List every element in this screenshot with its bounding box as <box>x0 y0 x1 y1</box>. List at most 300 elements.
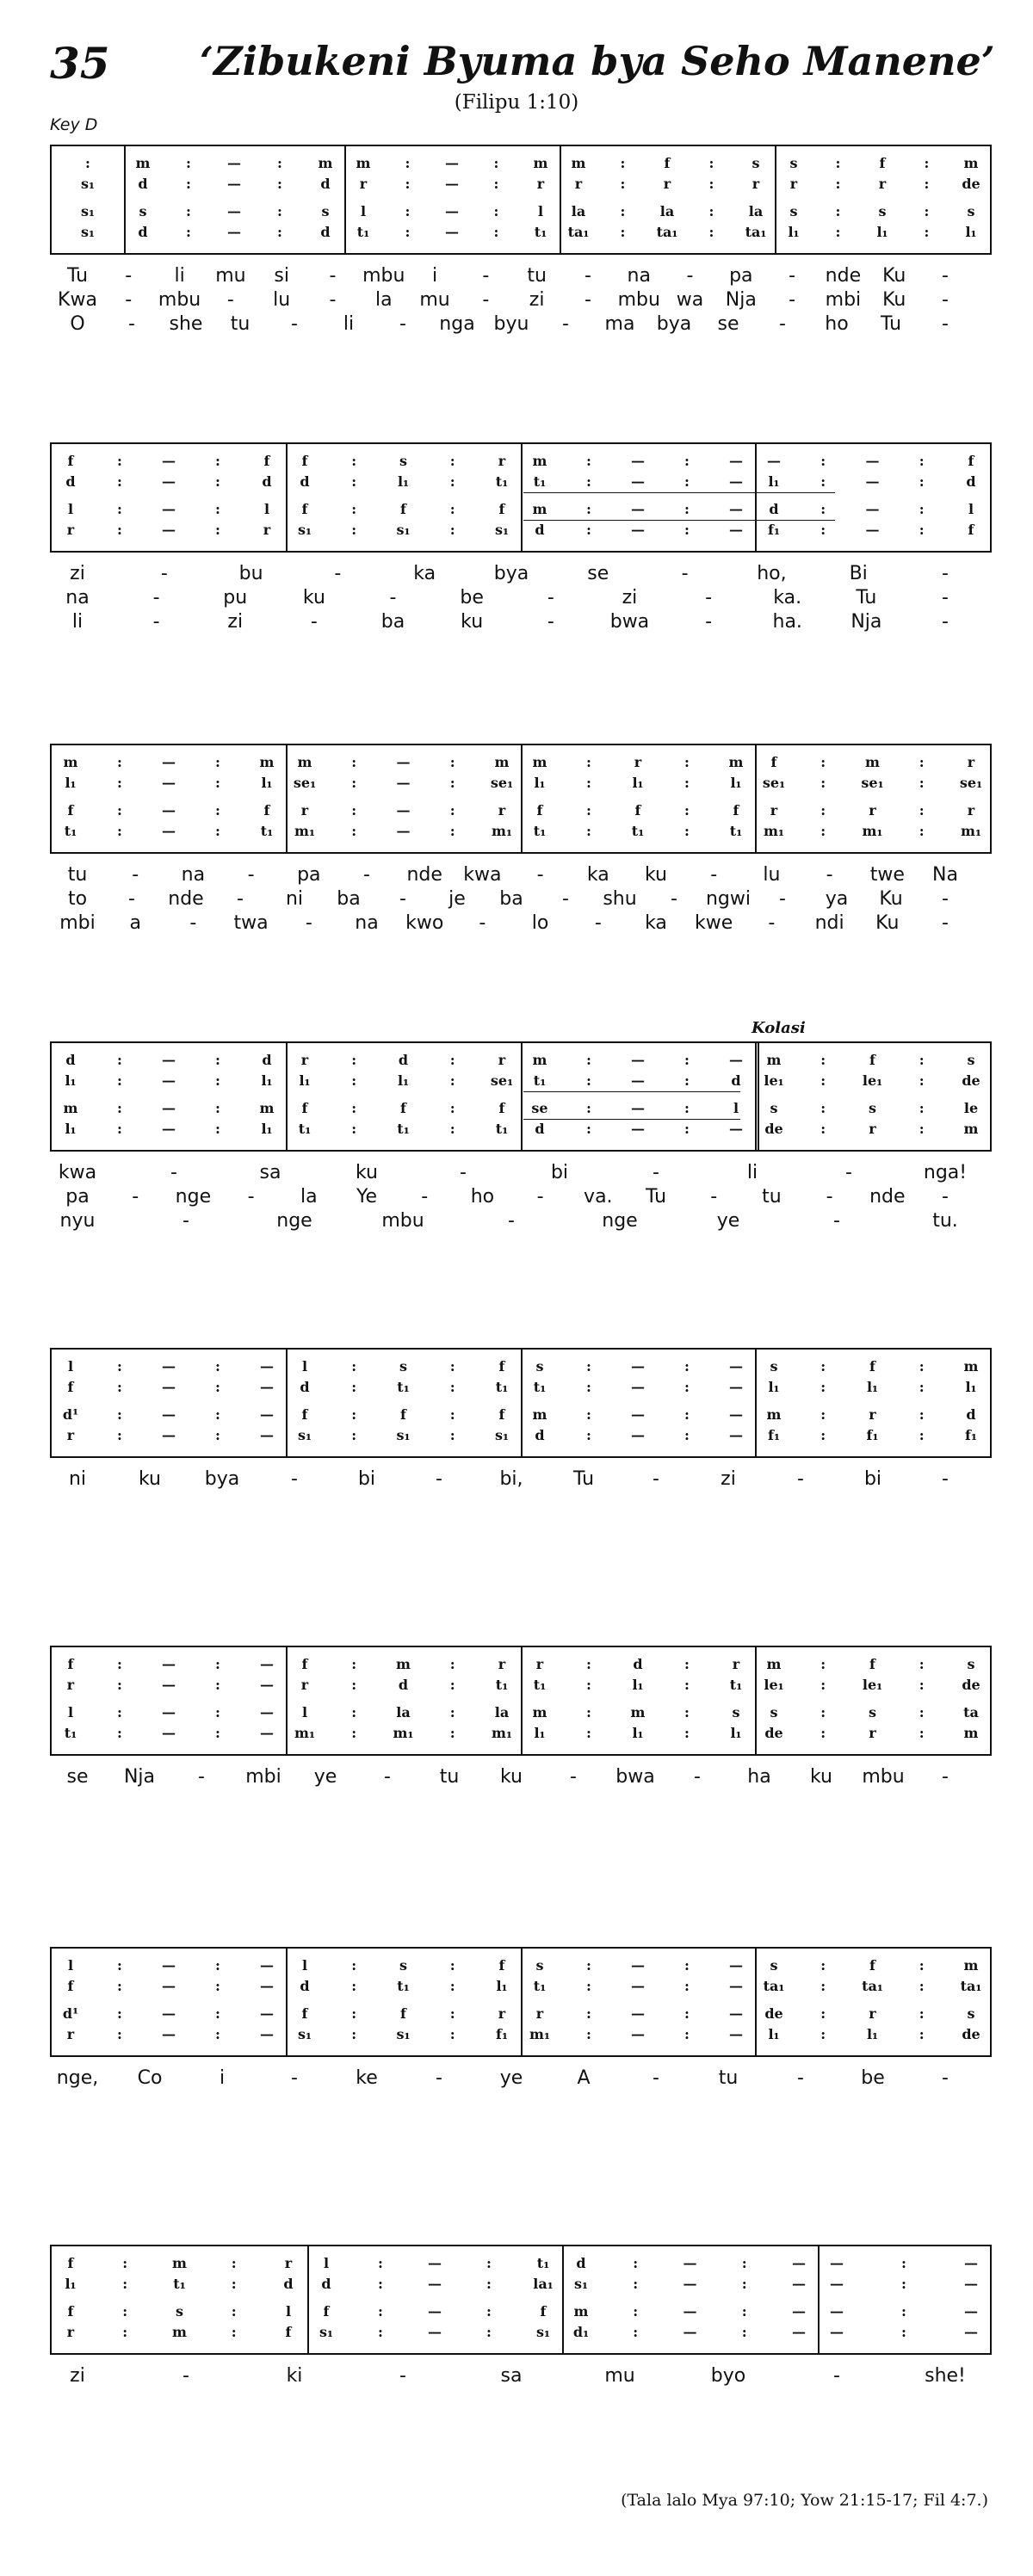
lyric-syllable: bi <box>357 1468 376 1490</box>
beat-separator: : <box>820 1406 826 1423</box>
sol-fa-note: t₁ <box>64 1725 77 1741</box>
sol-fa-note: m <box>532 754 547 770</box>
staff-box <box>50 1947 992 2057</box>
beat-separator: : <box>186 203 191 219</box>
sol-fa-note: m <box>172 2324 187 2340</box>
sol-fa-note: m <box>297 754 312 770</box>
hold-dash: — <box>631 1121 645 1137</box>
hold-dash: — <box>445 155 459 171</box>
syllable-hyphen: - <box>482 265 490 287</box>
beat-separator: : <box>919 1978 925 1994</box>
lyric-syllable: mbi <box>59 912 96 934</box>
voice-row <box>52 2303 990 2322</box>
sol-fa-note: d <box>535 1121 545 1137</box>
beat-separator: : <box>117 473 122 490</box>
beat-separator: : <box>117 1677 122 1693</box>
hold-dash: — <box>162 2026 176 2042</box>
sol-fa-note: d <box>65 473 76 490</box>
syllable-hyphen: - <box>125 289 133 311</box>
sol-fa-note: d <box>138 176 148 192</box>
beat-separator: : <box>493 224 499 240</box>
lyric-syllable: bya <box>493 563 529 584</box>
syllable-hyphen: - <box>845 1162 852 1183</box>
lyric-syllable: bi <box>550 1162 569 1183</box>
sol-fa-note: m <box>259 754 275 770</box>
beat-separator: : <box>820 473 826 490</box>
lyric-syllable: ho <box>825 313 849 335</box>
sol-fa-note: le₁ <box>862 1072 883 1089</box>
lyric-syllable: pa <box>297 864 321 886</box>
beat-separator: : <box>405 203 411 219</box>
beat-separator: : <box>117 1957 122 1974</box>
sol-fa-note: t₁ <box>534 224 547 240</box>
beat-separator: : <box>586 453 591 469</box>
sol-fa-note: t₁ <box>533 823 547 839</box>
syllable-hyphen: - <box>389 587 397 608</box>
beat-separator: : <box>684 775 690 791</box>
sol-fa-note: s <box>175 2303 184 2320</box>
syllable-hyphen: - <box>247 1186 255 1208</box>
lyric-syllable: nge, <box>56 2067 99 2089</box>
hold-dash: — <box>631 473 645 490</box>
sol-fa-note: ta₁ <box>656 224 678 240</box>
syllable-hyphen: - <box>310 611 318 633</box>
lyric-syllable: ka <box>413 563 436 584</box>
voice-row <box>52 1379 990 1398</box>
lyric-syllable: ye <box>716 1210 740 1232</box>
lyric-syllable: bi <box>863 1468 882 1490</box>
beat-separator: : <box>449 1121 455 1137</box>
tie-line <box>523 492 835 493</box>
sol-fa-note: f <box>869 1957 875 1974</box>
sol-fa-note: s₁ <box>297 2026 312 2042</box>
sol-fa-note: d <box>138 224 148 240</box>
voice-row <box>52 775 990 794</box>
voice-row <box>52 823 990 842</box>
syllable-hyphen: - <box>482 289 490 311</box>
beat-separator: : <box>820 522 826 538</box>
hold-dash: — <box>964 2276 978 2292</box>
hold-dash: — <box>396 775 411 791</box>
syllable-hyphen: - <box>942 1468 949 1490</box>
key-signature: Key D <box>50 115 98 134</box>
beat-separator: : <box>449 453 455 469</box>
beat-separator: : <box>449 754 455 770</box>
hold-dash: — <box>162 1427 176 1443</box>
voice-row <box>52 203 990 222</box>
sol-fa-note: m <box>532 453 547 469</box>
sol-fa-note: r <box>789 176 798 192</box>
syllable-hyphen: - <box>584 265 591 287</box>
voice-row <box>52 1978 990 1997</box>
beat-separator: : <box>901 2303 906 2320</box>
lyric-syllable: kwa <box>58 1162 97 1183</box>
lyric-syllable: ku <box>302 587 325 608</box>
syllable-hyphen: - <box>132 1186 139 1208</box>
hold-dash: — <box>260 1379 274 1395</box>
lyric-syllable: Nja <box>123 1766 156 1788</box>
beat-separator: : <box>741 2255 747 2271</box>
sol-fa-note: t₁ <box>495 1121 509 1137</box>
beat-separator: : <box>215 522 220 538</box>
beat-separator: : <box>277 155 282 171</box>
beat-separator: : <box>633 2255 639 2271</box>
beat-separator: : <box>620 155 626 171</box>
sol-fa-note: se₁ <box>959 775 983 791</box>
sol-fa-note: f <box>323 2303 330 2320</box>
sol-fa-note: s <box>139 203 147 219</box>
syllable-hyphen: - <box>705 611 713 633</box>
syllable-hyphen: - <box>363 864 370 886</box>
sol-fa-note: l₁ <box>261 775 273 791</box>
beat-separator: : <box>684 1379 690 1395</box>
sol-fa-note: f <box>301 2005 308 2022</box>
sol-fa-note: s₁ <box>396 2026 411 2042</box>
lyric-syllable: Ku <box>882 289 906 311</box>
lyric-syllable: mbi <box>245 1766 281 1788</box>
sol-fa-note: f <box>301 1406 308 1423</box>
tie-line <box>523 520 835 521</box>
sol-fa-note: t₁ <box>533 1379 547 1395</box>
hold-dash: — <box>729 1957 743 1974</box>
syllable-hyphen: - <box>170 1162 177 1183</box>
lyric-syllable: i <box>219 2067 226 2089</box>
voice-row <box>52 2276 990 2295</box>
lyric-line <box>50 611 990 635</box>
beat-separator: : <box>684 473 690 490</box>
sol-fa-note: ta₁ <box>745 224 767 240</box>
beat-separator: : <box>493 176 499 192</box>
sol-fa-note: m <box>865 754 880 770</box>
beat-separator: : <box>186 155 191 171</box>
beat-separator: : <box>215 1725 220 1741</box>
sol-fa-note: l₁ <box>788 224 800 240</box>
sol-fa-note: m <box>766 1052 782 1068</box>
sol-fa-note: s <box>868 1100 877 1116</box>
syllable-hyphen: - <box>305 912 312 934</box>
lyric-syllable: ku <box>499 1766 523 1788</box>
hold-dash: — <box>631 1379 645 1395</box>
sol-fa-note: t₁ <box>397 1379 410 1395</box>
beat-separator: : <box>351 522 357 538</box>
syllable-hyphen: - <box>182 2365 189 2387</box>
sol-fa-note: t₁ <box>397 1121 410 1137</box>
hold-dash: — <box>631 1100 645 1116</box>
hold-dash: — <box>162 1358 176 1374</box>
hold-dash: — <box>729 1978 743 1994</box>
syllable-hyphen: - <box>826 864 833 886</box>
beat-separator: : <box>215 1406 220 1423</box>
staff-box <box>50 2245 992 2355</box>
sol-fa-note: f <box>879 155 886 171</box>
sol-fa-note: d <box>535 1427 545 1443</box>
syllable-hyphen: - <box>942 1766 949 1788</box>
beat-separator: : <box>820 1379 826 1395</box>
lyric-line <box>50 888 990 912</box>
sol-fa-note: f <box>498 1406 505 1423</box>
hold-dash: — <box>227 224 241 240</box>
sol-fa-note: s₁ <box>494 1427 510 1443</box>
hold-dash: — <box>162 754 176 770</box>
beat-separator: : <box>684 501 690 517</box>
sol-fa-note: t₁ <box>533 473 547 490</box>
syllable-hyphen: - <box>570 1766 577 1788</box>
beat-separator: : <box>586 1406 591 1423</box>
beat-separator: : <box>122 2255 128 2271</box>
hold-dash: — <box>227 176 241 192</box>
beat-separator: : <box>586 1121 591 1137</box>
beat-separator: : <box>449 1406 455 1423</box>
hold-dash: — <box>830 2255 844 2271</box>
hold-dash: — <box>767 453 781 469</box>
sol-fa-note: r <box>359 176 368 192</box>
beat-separator: : <box>684 802 690 819</box>
hold-dash: — <box>729 1406 743 1423</box>
beat-separator: : <box>215 501 220 517</box>
hold-dash: — <box>162 1704 176 1720</box>
beat-separator: : <box>684 1072 690 1089</box>
beat-separator: : <box>186 224 191 240</box>
sol-fa-note: l₁ <box>965 224 977 240</box>
syllable-hyphen: - <box>942 289 949 311</box>
beat-separator: : <box>919 522 925 538</box>
sol-fa-note: d <box>398 1052 409 1068</box>
sol-fa-note: r <box>869 1725 876 1741</box>
lyric-syllable: ndi <box>814 912 844 934</box>
sol-fa-note: m <box>533 155 548 171</box>
beat-separator: : <box>351 1656 357 1672</box>
lyric-line <box>50 587 990 611</box>
song-header <box>0 0 1033 134</box>
beat-separator: : <box>449 2005 455 2022</box>
sol-fa-note: f <box>498 1957 505 1974</box>
syllable-hyphen: - <box>460 1162 467 1183</box>
beat-separator: : <box>351 453 357 469</box>
beat-separator: : <box>684 1100 690 1116</box>
hold-dash: — <box>260 2005 274 2022</box>
sol-fa-note: l₁ <box>261 1072 273 1089</box>
beat-separator: : <box>493 203 499 219</box>
sol-fa-note: t₁ <box>729 823 743 839</box>
beat-separator: : <box>215 1656 220 1672</box>
syllable-hyphen: - <box>584 289 591 311</box>
sol-fa-note: d <box>398 1677 409 1693</box>
beat-separator: : <box>449 473 455 490</box>
beat-separator: : <box>215 2026 220 2042</box>
sol-fa-note: l₁ <box>534 1725 546 1741</box>
beat-separator: : <box>919 1052 925 1068</box>
sol-fa-note: se₁ <box>861 775 884 791</box>
beat-separator: : <box>586 823 591 839</box>
beat-separator: : <box>449 1704 455 1720</box>
hold-dash: — <box>445 176 459 192</box>
beat-separator: : <box>620 224 626 240</box>
lyric-syllable: pa <box>65 1186 90 1208</box>
beat-separator: : <box>449 501 455 517</box>
staff-box <box>50 145 992 255</box>
lyric-syllable: bwa <box>609 611 650 633</box>
syllable-hyphen: - <box>334 563 342 584</box>
hold-dash: — <box>792 2255 806 2271</box>
sol-fa-note: m <box>396 1656 411 1672</box>
sol-fa-note: d <box>576 2255 586 2271</box>
syllable-hyphen: - <box>152 611 160 633</box>
hold-dash: — <box>162 1656 176 1672</box>
syllable-hyphen: - <box>789 289 796 311</box>
syllable-hyphen: - <box>942 313 949 335</box>
lyric-syllable: si <box>274 265 289 287</box>
sol-fa-note: r <box>498 1052 506 1068</box>
beat-separator: : <box>684 2026 690 2042</box>
beat-separator: : <box>633 2324 639 2340</box>
lyric-syllable: se <box>66 1766 89 1788</box>
beat-separator: : <box>586 1052 591 1068</box>
syllable-hyphen: - <box>132 864 139 886</box>
hold-dash: — <box>428 2303 442 2320</box>
beat-separator: : <box>117 1358 122 1374</box>
hold-dash: — <box>729 1052 743 1068</box>
sol-fa-note: f <box>400 1100 406 1116</box>
beat-separator: : <box>351 1704 357 1720</box>
sol-fa-note: s <box>399 453 408 469</box>
sol-fa-note: s₁ <box>535 2324 551 2340</box>
lyric-syllable: a <box>129 912 141 934</box>
hold-dash: — <box>260 1427 274 1443</box>
lyric-syllable: ni <box>285 888 304 910</box>
lyric-syllable: ku <box>461 611 484 633</box>
syllable-hyphen: - <box>833 2365 840 2387</box>
lyric-syllable: ha. <box>772 611 802 633</box>
sol-fa-note: de <box>962 1072 980 1089</box>
beat-separator: : <box>684 754 690 770</box>
lyric-syllable: zi <box>70 2365 85 2387</box>
beat-separator: : <box>586 1656 591 1672</box>
beat-separator: : <box>586 1677 591 1693</box>
syllable-hyphen: - <box>942 912 949 934</box>
sol-fa-note: se₁ <box>490 1072 514 1089</box>
syllable-hyphen: - <box>226 289 234 311</box>
beat-separator: : <box>586 775 591 791</box>
hold-dash: — <box>631 522 645 538</box>
hold-dash: — <box>162 1677 176 1693</box>
sol-fa-note: t₁ <box>495 1677 509 1693</box>
sol-fa-note: f <box>67 2303 74 2320</box>
lyric-syllable: la <box>300 1186 318 1208</box>
sol-fa-note: s <box>967 1052 975 1068</box>
beat-separator: : <box>820 1957 826 1974</box>
sol-fa-note: r <box>967 754 975 770</box>
sol-fa-note: la₁ <box>533 2276 554 2292</box>
beat-separator: : <box>586 802 591 819</box>
lyric-syllable: mu <box>215 265 246 287</box>
beat-separator: : <box>586 1427 591 1443</box>
sol-fa-note: m <box>318 155 333 171</box>
sol-fa-note: de <box>764 2005 783 2022</box>
beat-separator: : <box>117 522 122 538</box>
hold-dash: — <box>260 1704 274 1720</box>
beat-separator: : <box>351 501 357 517</box>
hold-dash: — <box>830 2303 844 2320</box>
beat-separator: : <box>351 1072 357 1089</box>
beat-separator: : <box>351 2026 357 2042</box>
sol-fa-note: d <box>300 473 310 490</box>
lyric-syllable: nde <box>825 265 862 287</box>
hold-dash: — <box>162 1725 176 1741</box>
lyric-syllable: Tu <box>66 265 89 287</box>
beat-separator: : <box>405 155 411 171</box>
sol-fa-note: r <box>66 1427 75 1443</box>
lyric-syllable: bu <box>238 563 263 584</box>
sol-fa-note: la <box>748 203 764 219</box>
sol-fa-note: r <box>869 1406 876 1423</box>
beat-separator: : <box>741 2303 747 2320</box>
sol-fa-note: m <box>172 2255 187 2271</box>
lyric-syllable: tu <box>718 2067 739 2089</box>
hold-dash: — <box>396 823 411 839</box>
lyric-syllable: ye <box>313 1766 337 1788</box>
hold-dash: — <box>729 453 743 469</box>
lyric-syllable: li <box>746 1162 758 1183</box>
sol-fa-note: d <box>320 176 331 192</box>
sol-fa-note: l₁ <box>397 1072 410 1089</box>
beat-separator: : <box>351 2005 357 2022</box>
sol-fa-note: f <box>733 802 739 819</box>
voice-row <box>52 1052 990 1071</box>
sol-fa-note: m <box>532 1406 547 1423</box>
hold-dash: — <box>964 2255 978 2271</box>
lyric-syllable: Nja <box>851 611 882 633</box>
beat-separator: : <box>449 1072 455 1089</box>
beat-separator: : <box>117 1656 122 1672</box>
hold-dash: — <box>865 473 880 490</box>
sol-fa-note: t₁ <box>495 473 509 490</box>
beat-separator: : <box>117 2026 122 2042</box>
sol-fa-note: r <box>498 2005 506 2022</box>
sol-fa-note: le₁ <box>764 1072 784 1089</box>
beat-separator: : <box>117 1704 122 1720</box>
beat-separator: : <box>215 775 220 791</box>
beat-separator: : <box>586 1072 591 1089</box>
sol-fa-note: f <box>498 1100 505 1116</box>
sol-fa-note: m <box>728 754 744 770</box>
sol-fa-note: r <box>752 176 760 192</box>
hold-dash: — <box>631 453 645 469</box>
sol-fa-note: l₁ <box>876 224 888 240</box>
sol-fa-note: l <box>323 2255 330 2271</box>
sol-fa-note: l₁ <box>632 775 644 791</box>
lyric-syllable: nyu <box>59 1210 96 1232</box>
syllable-hyphen: - <box>779 888 786 910</box>
sol-fa-note: f <box>67 1978 74 1994</box>
syllable-hyphen: - <box>942 563 949 584</box>
sol-fa-note: s <box>868 1704 877 1720</box>
lyric-syllable: tu <box>439 1766 460 1788</box>
hold-dash: — <box>964 2324 978 2340</box>
beat-separator: : <box>684 1656 690 1672</box>
lyric-line <box>50 1766 990 1790</box>
sol-fa-note: f <box>263 802 270 819</box>
lyric-syllable: ba <box>380 611 405 633</box>
sol-fa-note: f <box>67 2255 74 2271</box>
lyric-syllable: Tu <box>880 313 902 335</box>
syllable-hyphen: - <box>237 888 244 910</box>
sol-fa-note: r <box>498 453 506 469</box>
syllable-hyphen: - <box>536 864 544 886</box>
voice-row <box>52 1957 990 1976</box>
beat-separator: : <box>449 1656 455 1672</box>
voice-row <box>52 1358 990 1377</box>
beat-separator: : <box>708 155 714 171</box>
